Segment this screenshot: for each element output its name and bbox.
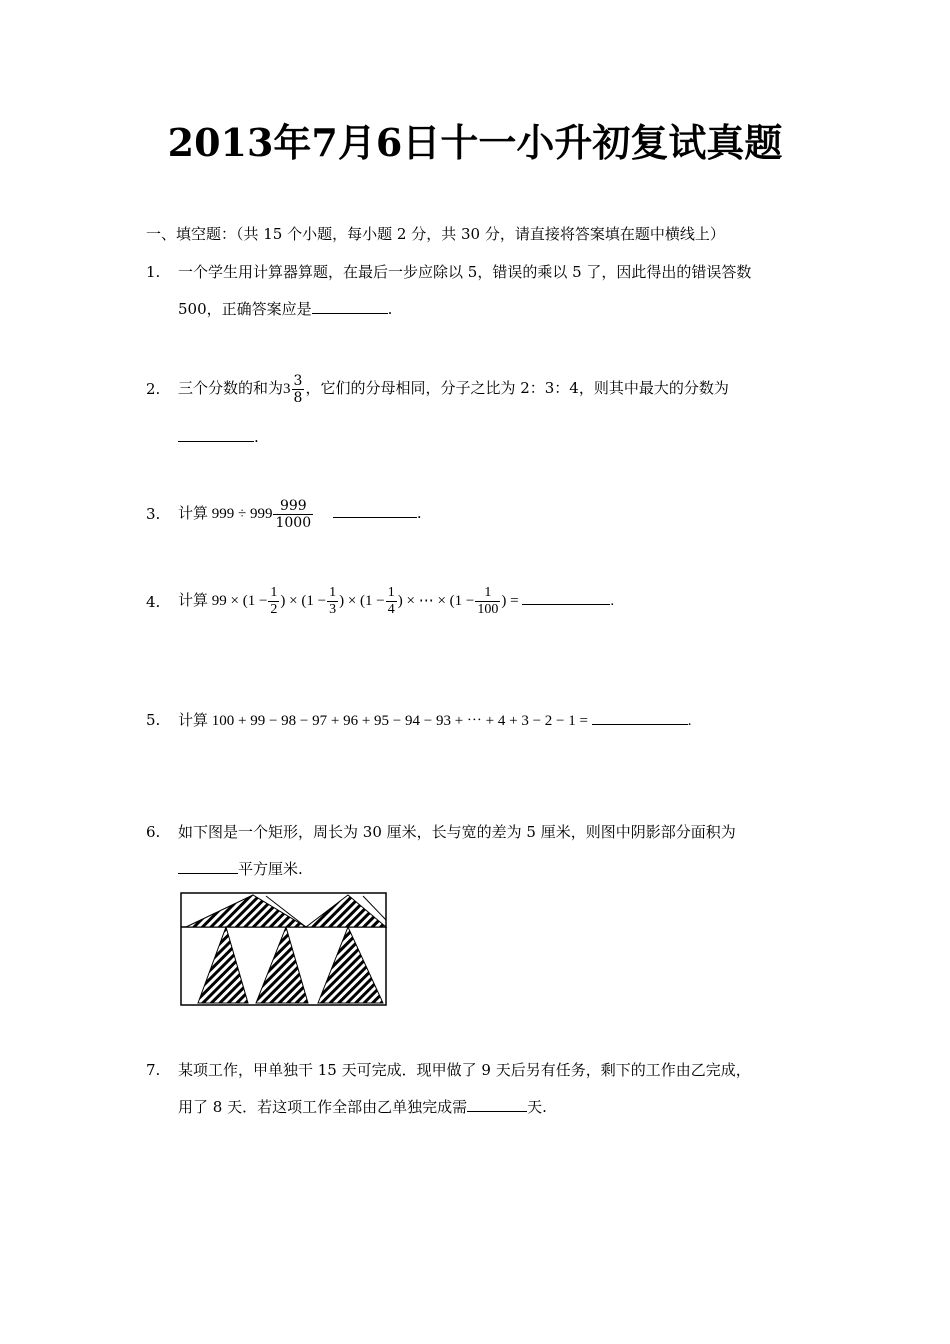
shaded-triangle bbox=[186, 895, 306, 927]
answer-blank[interactable] bbox=[178, 427, 254, 442]
page-title: 2013年7月6日十一小升初复试真题 bbox=[167, 120, 783, 165]
fraction: $\frac{3}{8}$ bbox=[293, 372, 303, 406]
question-number: 1. bbox=[146, 263, 161, 281]
fraction: $\frac{1}{3}$ bbox=[329, 585, 337, 618]
fraction: $\frac{1}{4}$ bbox=[387, 585, 395, 618]
question-1-line2: 500，正确答案应是 . bbox=[178, 300, 393, 318]
answer-blank[interactable] bbox=[522, 590, 610, 605]
shaded-triangle bbox=[306, 895, 386, 927]
question-7-line1: 某项工作，甲单独干 15 天可完成．现甲做了 9 天后另有任务，剩下的工作由乙完成， bbox=[178, 1061, 751, 1079]
question-number: 2. bbox=[146, 380, 161, 398]
fraction: $\frac{1}{100}$ bbox=[477, 585, 499, 618]
fraction: $\frac{1}{2}$ bbox=[270, 585, 278, 618]
question-3-line: 计算 999 ÷ 999 $\frac{999}{1000}$ . bbox=[178, 497, 422, 531]
answer-blank[interactable] bbox=[178, 859, 238, 874]
section-heading: 一、填空题：（共 15 个小题，每小题 2 分，共 30 分，请直接将答案填在题中横线上） bbox=[146, 225, 725, 243]
rectangle-figure bbox=[178, 890, 390, 1008]
question-6-line2: 平方厘米. bbox=[178, 859, 303, 879]
fraction: $\frac{999}{1000}$ bbox=[275, 497, 312, 531]
question-number: 3. bbox=[146, 505, 161, 523]
question-number: 5. bbox=[146, 711, 161, 729]
question-1-line1: 一个学生用计算器算题，在最后一步应除以 5，错误的乘以 5 了，因此得出的错误答数 bbox=[178, 263, 752, 281]
question-number: 6. bbox=[146, 823, 161, 841]
shaded-triangle bbox=[318, 927, 383, 1003]
question-5-line: 计算 100 + 99 − 98 − 97 + 96 + 95 − 94 − 93 + ⋯ + 4 + 3 − 2 − 1 = . bbox=[178, 710, 691, 731]
question-4-line: 计算 99 × (1 − $\frac{1}{2}$ ) × (1 − $\frac{1}{3}$ ) × (1 − $\frac{1}{4}$ ) × ⋯ × (1 − $\frac{1}{100}$ ) = . bbox=[178, 585, 615, 618]
shaded-triangle bbox=[256, 927, 308, 1003]
answer-blank[interactable] bbox=[592, 710, 688, 725]
question-6-line1: 如下图是一个矩形，周长为 30 厘米，长与宽的差为 5 厘米，则图中阴影部分面积为 bbox=[178, 823, 736, 841]
answer-blank[interactable] bbox=[467, 1097, 527, 1112]
question-number: 7. bbox=[146, 1061, 161, 1079]
answer-blank[interactable] bbox=[312, 299, 388, 314]
shaded-triangle bbox=[198, 927, 248, 1003]
question-7-line2: 用了 8 天．若这项工作全部由乙单独完成需 天. bbox=[178, 1098, 547, 1116]
question-number: 4. bbox=[146, 593, 161, 611]
question-2-line1: 三个分数的和为3 $\frac{3}{8}$ ，它们的分母相同，分子之比为 2：3：4，则其中最大的分数为 bbox=[178, 372, 729, 406]
question-2-line2: . bbox=[178, 427, 259, 447]
answer-blank[interactable] bbox=[333, 503, 417, 518]
